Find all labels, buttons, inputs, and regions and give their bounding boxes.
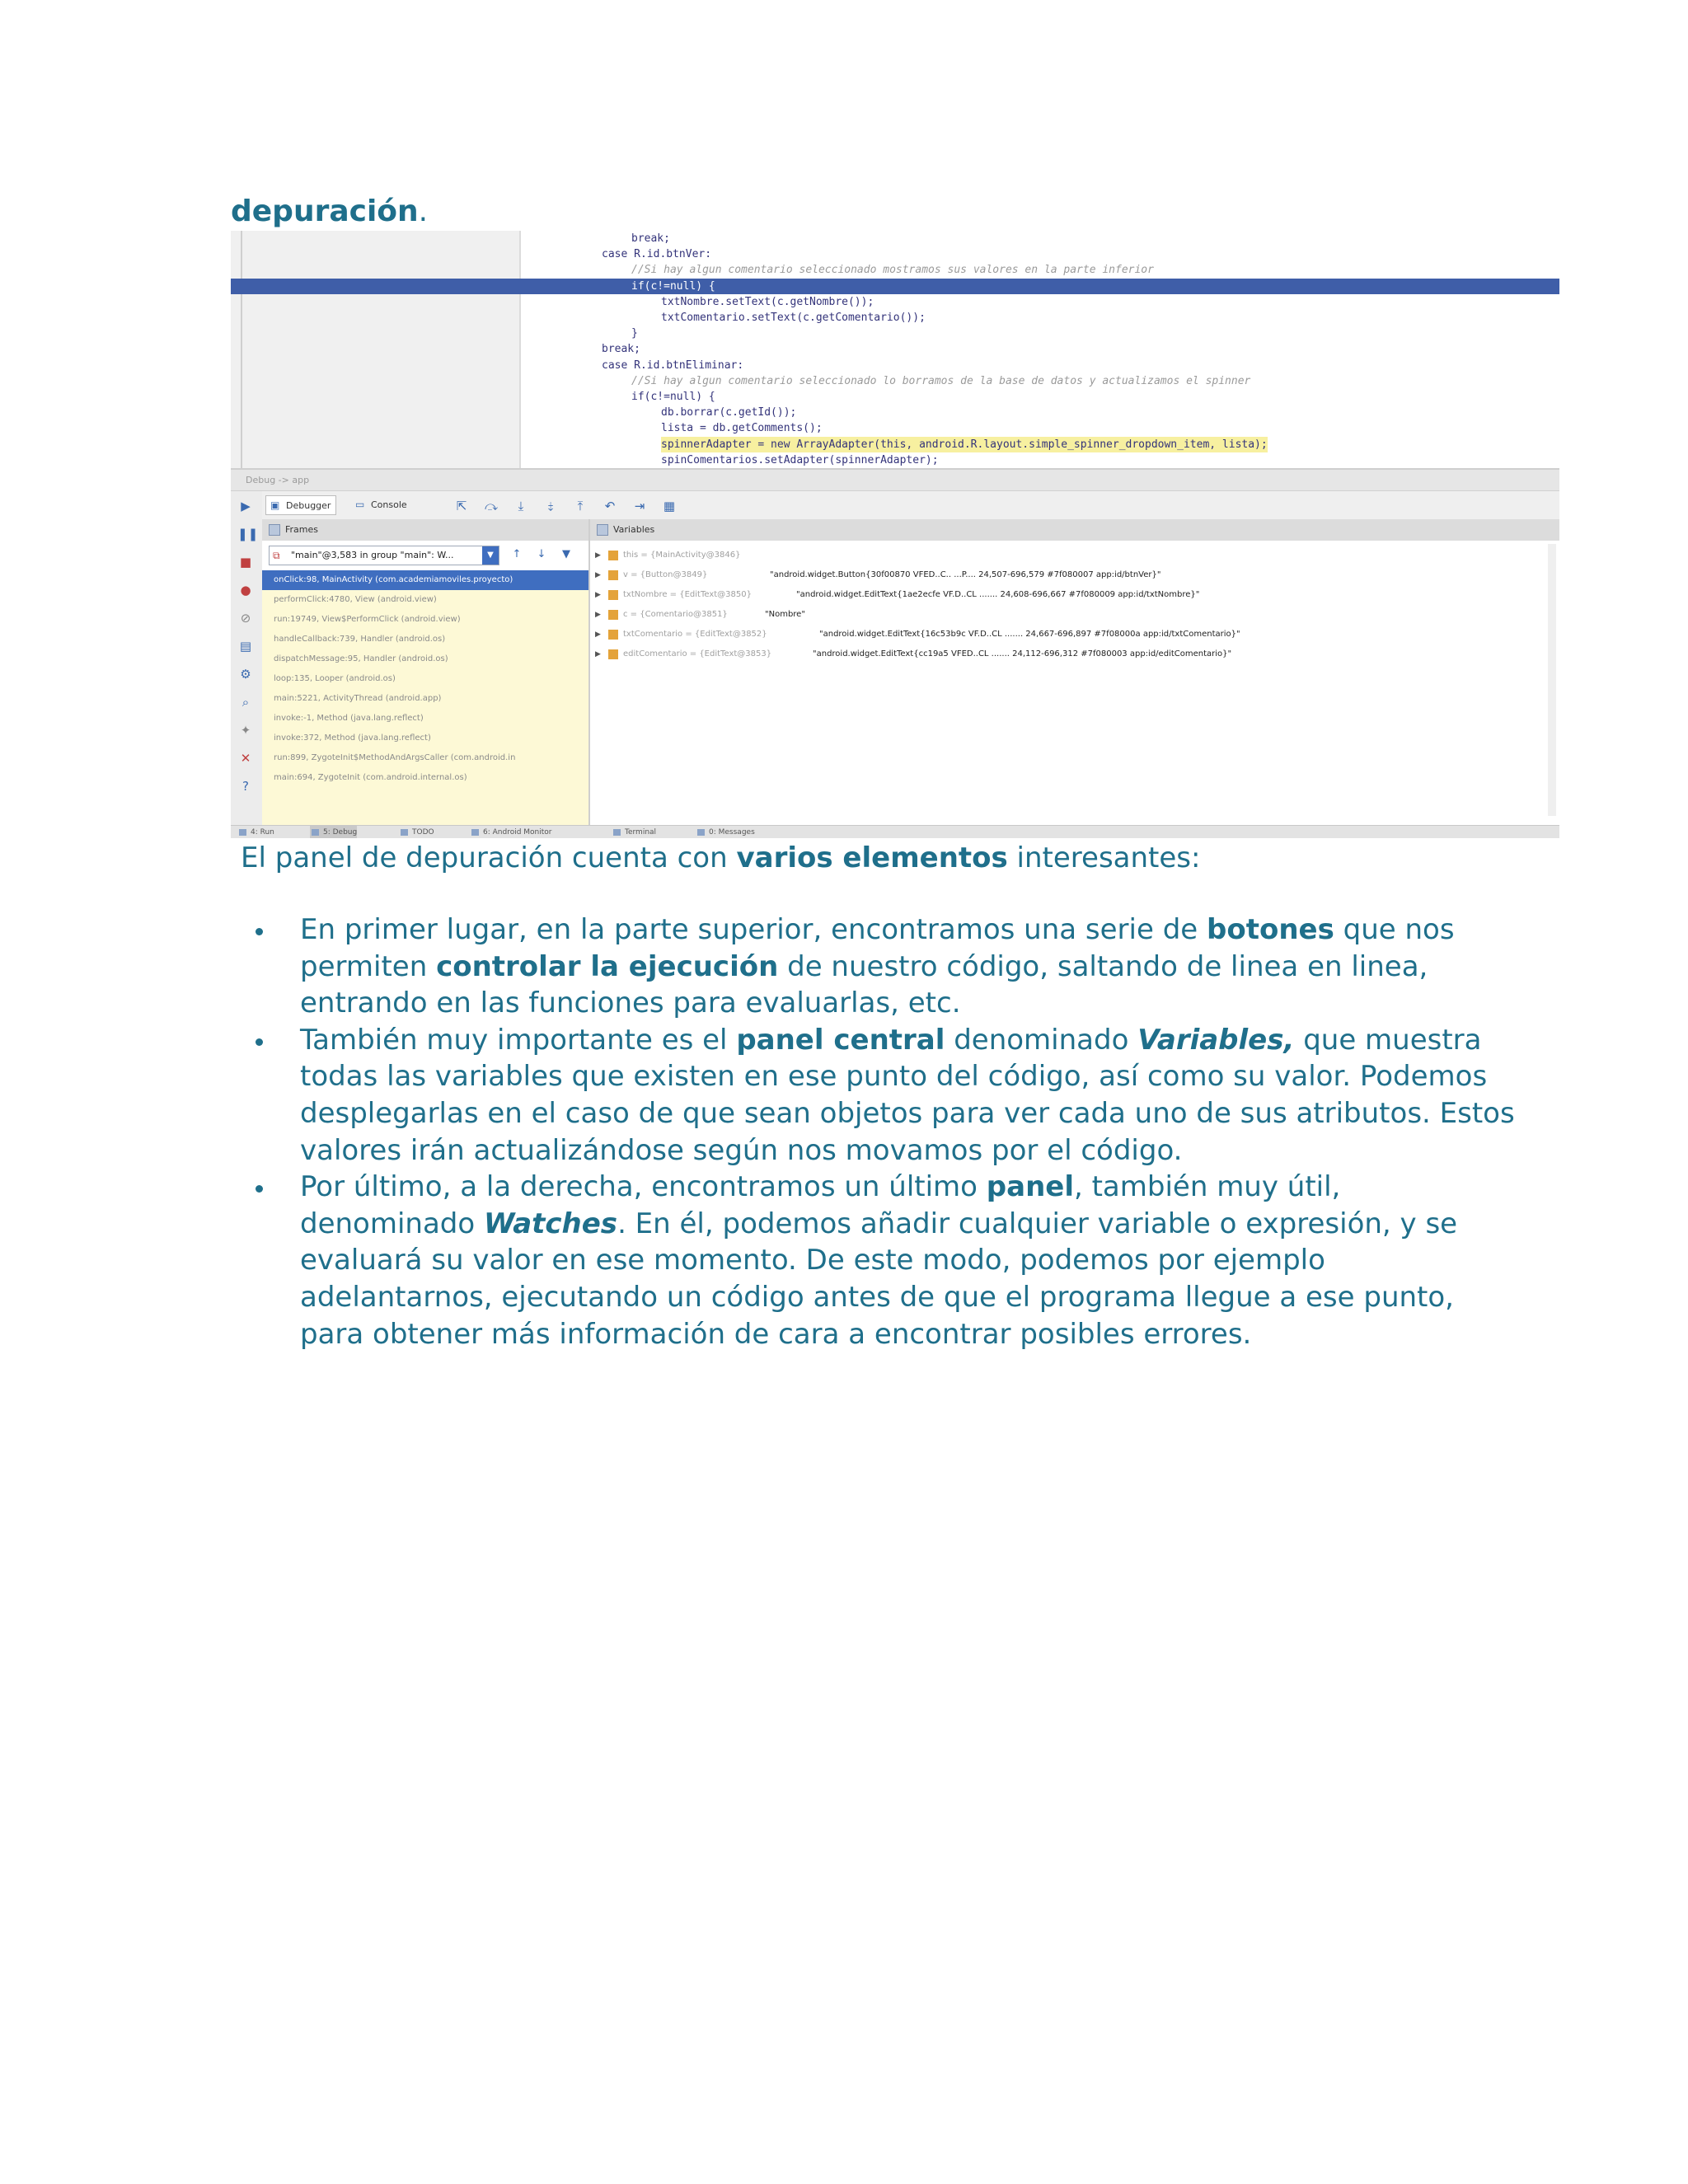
tool-window-tab[interactable]: 4: Run <box>237 826 274 838</box>
intro-text-post: interesantes: <box>1007 841 1201 874</box>
variable-row[interactable] <box>590 644 1559 664</box>
variable-row[interactable] <box>590 585 1559 605</box>
list-item-text: que nos permiten <box>300 913 1455 983</box>
list-item-watches <box>300 1169 1520 1352</box>
previous-frame-icon[interactable]: ↑ <box>512 548 522 560</box>
variable-name: txtNombre = {EditText@3850} <box>623 590 752 599</box>
list-item-text: denominado <box>945 1023 1138 1057</box>
code-line[interactable] <box>231 246 1559 262</box>
list-item-text: que muestra todas las variables que existen en ese punto del código, así como su valor. Podemos desplegarlas en el caso de que sean objetos para ver cada uno de sus atributos. Estos valores irán actualizándose según nos movamos por el código. <box>300 1023 1515 1167</box>
code-text: if(c!=null) { <box>631 391 715 403</box>
code-line[interactable] <box>231 231 1559 246</box>
code-line[interactable] <box>231 437 1559 452</box>
ide-screenshot <box>231 231 1559 838</box>
list-item-bold: panel central <box>736 1023 945 1057</box>
pause-icon[interactable]: ❚❚ <box>237 527 259 541</box>
code-text: if(c!=null) { <box>631 279 715 293</box>
frames-panel <box>262 519 590 825</box>
thread-icon: ⧉ <box>273 550 280 561</box>
mute-breakpoints-icon[interactable]: ⊘ <box>240 611 251 626</box>
current-execution-line[interactable] <box>231 279 1559 294</box>
frame-row-selected[interactable]: onClick:98, MainActivity (com.academiamoviles.proyecto) <box>262 570 588 590</box>
force-step-into-icon[interactable]: ⤈ <box>547 499 554 513</box>
expand-arrow-icon[interactable]: ▶ <box>595 630 601 639</box>
console-tab-icon: ▭ <box>355 499 365 510</box>
variable-name: this = {MainActivity@3846} <box>623 551 741 560</box>
frames-header-label: Frames <box>285 524 319 535</box>
variables-panel <box>590 519 1559 825</box>
variable-row[interactable] <box>590 605 1559 625</box>
step-into-icon[interactable]: ⤓ <box>518 499 524 513</box>
expand-arrow-icon[interactable]: ▶ <box>595 551 601 560</box>
code-text: case R.id.btnVer: <box>602 248 712 261</box>
code-text: db.borrar(c.getId()); <box>661 406 797 419</box>
list-item-bold: botones <box>1207 913 1334 946</box>
list-item-bold-italic: Watches <box>484 1207 618 1240</box>
code-line[interactable] <box>231 405 1559 420</box>
list-item-bold: panel <box>986 1170 1074 1204</box>
tab-debugger[interactable] <box>265 495 336 515</box>
variable-type-icon <box>608 551 618 560</box>
variable-type-icon <box>608 590 618 600</box>
code-text: txtComentario.setText(c.getComentario()); <box>661 312 926 324</box>
code-line[interactable] <box>231 420 1559 436</box>
frame-row[interactable]: invoke:-1, Method (java.lang.reflect) <box>274 714 424 723</box>
frame-row[interactable]: loop:135, Looper (android.os) <box>274 674 396 683</box>
frame-row[interactable]: run:19749, View$PerformClick (android.view) <box>274 615 461 624</box>
show-execution-point-icon[interactable]: ⇱ <box>456 499 467 513</box>
variable-type-icon <box>608 630 618 640</box>
list-item-variables <box>300 1022 1520 1169</box>
code-editor <box>231 231 1559 470</box>
variable-name: txtComentario = {EditText@3852} <box>623 630 767 639</box>
resume-icon[interactable]: ▶ <box>241 499 251 513</box>
code-text: case R.id.btnEliminar: <box>602 359 744 372</box>
debug-panel-title: Debug -> app <box>231 470 1559 491</box>
tool-window-tab[interactable]: 0: Messages <box>696 826 755 838</box>
code-line[interactable] <box>231 358 1559 373</box>
intro-text-pre: El panel de depuración cuenta con <box>241 841 737 874</box>
code-text: //Si hay algun comentario seleccionado lo borramos de la base de datos y actualizamos el spinner <box>631 374 1251 387</box>
frames-header <box>262 519 588 541</box>
tool-window-tab[interactable]: 5: Debug <box>310 826 357 838</box>
chevron-down-icon[interactable]: ▼ <box>482 546 499 565</box>
step-out-icon[interactable]: ⤒ <box>577 499 584 513</box>
next-frame-icon[interactable]: ↓ <box>537 548 546 560</box>
variables-icon <box>597 524 608 536</box>
frame-row[interactable]: invoke:372, Method (java.lang.reflect) <box>274 733 431 743</box>
frame-row[interactable]: handleCallback:739, Handler (android.os) <box>274 635 446 644</box>
feature-list <box>247 912 1520 1352</box>
variable-name: editComentario = {EditText@3853} <box>623 649 772 658</box>
code-line[interactable] <box>231 326 1559 341</box>
code-line[interactable] <box>231 341 1559 357</box>
tool-window-tab[interactable]: 6: Android Monitor <box>470 826 552 838</box>
variable-type-icon <box>608 570 618 580</box>
variable-value: "android.widget.EditText{16c53b9c VF.D..CL ....... 24,667-696,897 #7f08000a app:id/txtComentario}" <box>819 630 1240 639</box>
expand-arrow-icon[interactable]: ▶ <box>595 650 601 658</box>
filter-icon[interactable]: ▼ <box>562 548 570 560</box>
thread-selector-value: "main"@3,583 in group "main": W... <box>291 550 454 560</box>
code-text: txtNombre.setText(c.getNombre()); <box>661 295 874 308</box>
code-text: lista = db.getComments(); <box>661 422 823 435</box>
variable-row[interactable] <box>590 546 1559 565</box>
variable-value: "android.widget.EditText{cc19a5 VFED..CL ....... 24,112-696,312 #7f080003 app:id/editComentario}" <box>813 649 1232 658</box>
intro-text-bold: varios elementos <box>736 841 1008 874</box>
variables-header-label: Variables <box>613 524 655 535</box>
list-item-text: También muy importante es el <box>300 1023 737 1057</box>
variable-value: "Nombre" <box>765 610 805 619</box>
code-line[interactable] <box>231 389 1559 405</box>
list-item-text: , también muy útil, denominado <box>300 1170 1341 1240</box>
list-item-text: En primer lugar, en la parte superior, encontramos una serie de <box>300 913 1207 946</box>
code-line[interactable] <box>231 373 1559 389</box>
pin-icon[interactable]: ✦ <box>240 723 251 738</box>
tool-window-bar <box>231 825 1559 838</box>
drop-frame-icon[interactable]: ↶ <box>604 499 616 513</box>
expand-arrow-icon[interactable]: ▶ <box>595 591 601 599</box>
tab-console-label: Console <box>371 499 407 510</box>
list-item-bold-italic: Variables, <box>1137 1023 1295 1057</box>
variable-row[interactable] <box>590 625 1559 644</box>
frame-row[interactable]: main:694, ZygoteInit (com.android.internal.os) <box>274 773 467 782</box>
help-icon[interactable]: ? <box>242 779 249 794</box>
variable-name: v = {Button@3849} <box>623 570 708 579</box>
variables-header <box>590 519 1559 541</box>
heading-period: . <box>418 194 429 228</box>
variable-type-icon <box>608 649 618 659</box>
settings-icon[interactable]: ⚙ <box>240 667 251 682</box>
code-text: spinnerAdapter = new ArrayAdapter(this, android.R.layout.simple_spinner_dropdown_item, lista); <box>661 437 1268 452</box>
tab-console[interactable] <box>351 495 412 515</box>
variable-value: "android.widget.Button{30f00870 VFED..C.. ...P.... 24,507-696,579 #7f080007 app:id/btnVer}" <box>770 570 1161 579</box>
code-text: break; <box>631 232 670 245</box>
tool-window-tab[interactable]: Terminal <box>612 826 656 838</box>
code-text: break; <box>602 343 640 356</box>
get-thread-dump-icon[interactable]: ▤ <box>239 639 252 654</box>
expand-arrow-icon[interactable]: ▶ <box>595 571 601 579</box>
run-to-cursor-icon[interactable]: ⇥ <box>634 499 645 513</box>
debug-side-toolbar <box>231 491 263 825</box>
thread-selector[interactable] <box>269 546 499 565</box>
debugger-tab-bar <box>262 491 1559 520</box>
code-line[interactable] <box>231 294 1559 310</box>
frame-row[interactable]: performClick:4780, View (android.view) <box>274 595 437 604</box>
tool-window-tab[interactable]: TODO <box>399 826 434 838</box>
section-heading <box>231 194 428 228</box>
stop-icon[interactable]: ■ <box>239 555 252 569</box>
list-item-text: Por último, a la derecha, encontramos un último <box>300 1170 987 1204</box>
code-line[interactable] <box>231 452 1559 468</box>
variable-name: c = {Comentario@3851} <box>623 610 728 619</box>
heading-text: depuración <box>231 194 419 228</box>
list-item-bold: controlar la ejecución <box>436 949 779 983</box>
search-icon[interactable]: ⌕ <box>241 695 250 710</box>
code-text: spinComentarios.setAdapter(spinnerAdapter); <box>661 453 939 466</box>
list-item-text: . En él, podemos añadir cualquier variable o expresión, y se evaluará su valor en ese momento. De este modo, podemos por ejemplo adelantarnos, ejecutando un código antes de que el programa llegue a ese punto, para obtener más información de cara a encontrar posibles errores. <box>300 1207 1458 1351</box>
view-breakpoints-icon[interactable]: ● <box>240 583 251 598</box>
code-text: } <box>631 327 638 340</box>
code-line[interactable] <box>231 262 1559 278</box>
close-icon[interactable]: ✕ <box>240 751 251 766</box>
code-line[interactable] <box>231 310 1559 326</box>
frame-row[interactable]: run:899, ZygoteInit$MethodAndArgsCaller (com.android.in <box>274 753 516 762</box>
tab-debugger-label: Debugger <box>286 500 331 511</box>
frame-row[interactable]: dispatchMessage:95, Handler (android.os) <box>274 654 448 663</box>
step-over-icon[interactable]: ⤼ <box>484 499 499 513</box>
evaluate-expression-icon[interactable]: ▦ <box>663 499 676 513</box>
variable-type-icon <box>608 610 618 620</box>
variable-row[interactable] <box>590 565 1559 585</box>
variables-scrollbar[interactable] <box>1548 544 1556 816</box>
intro-paragraph <box>241 841 1200 874</box>
list-item-buttons <box>300 912 1520 1022</box>
debugger-tab-icon: ▣ <box>270 499 280 511</box>
variable-value: "android.widget.EditText{1ae2ecfe VF.D..CL ....... 24,608-696,667 #7f080009 app:id/txtNombre}" <box>796 590 1200 599</box>
frame-list <box>262 570 588 825</box>
expand-arrow-icon[interactable]: ▶ <box>595 611 601 619</box>
list-item-text: de nuestro código, saltando de linea en linea, entrando en las funciones para evaluarlas, etc. <box>300 949 1428 1020</box>
frames-icon <box>269 524 280 536</box>
code-text: //Si hay algun comentario seleccionado mostramos sus valores en la parte inferior <box>631 264 1154 277</box>
frame-row[interactable]: main:5221, ActivityThread (android.app) <box>274 694 442 703</box>
